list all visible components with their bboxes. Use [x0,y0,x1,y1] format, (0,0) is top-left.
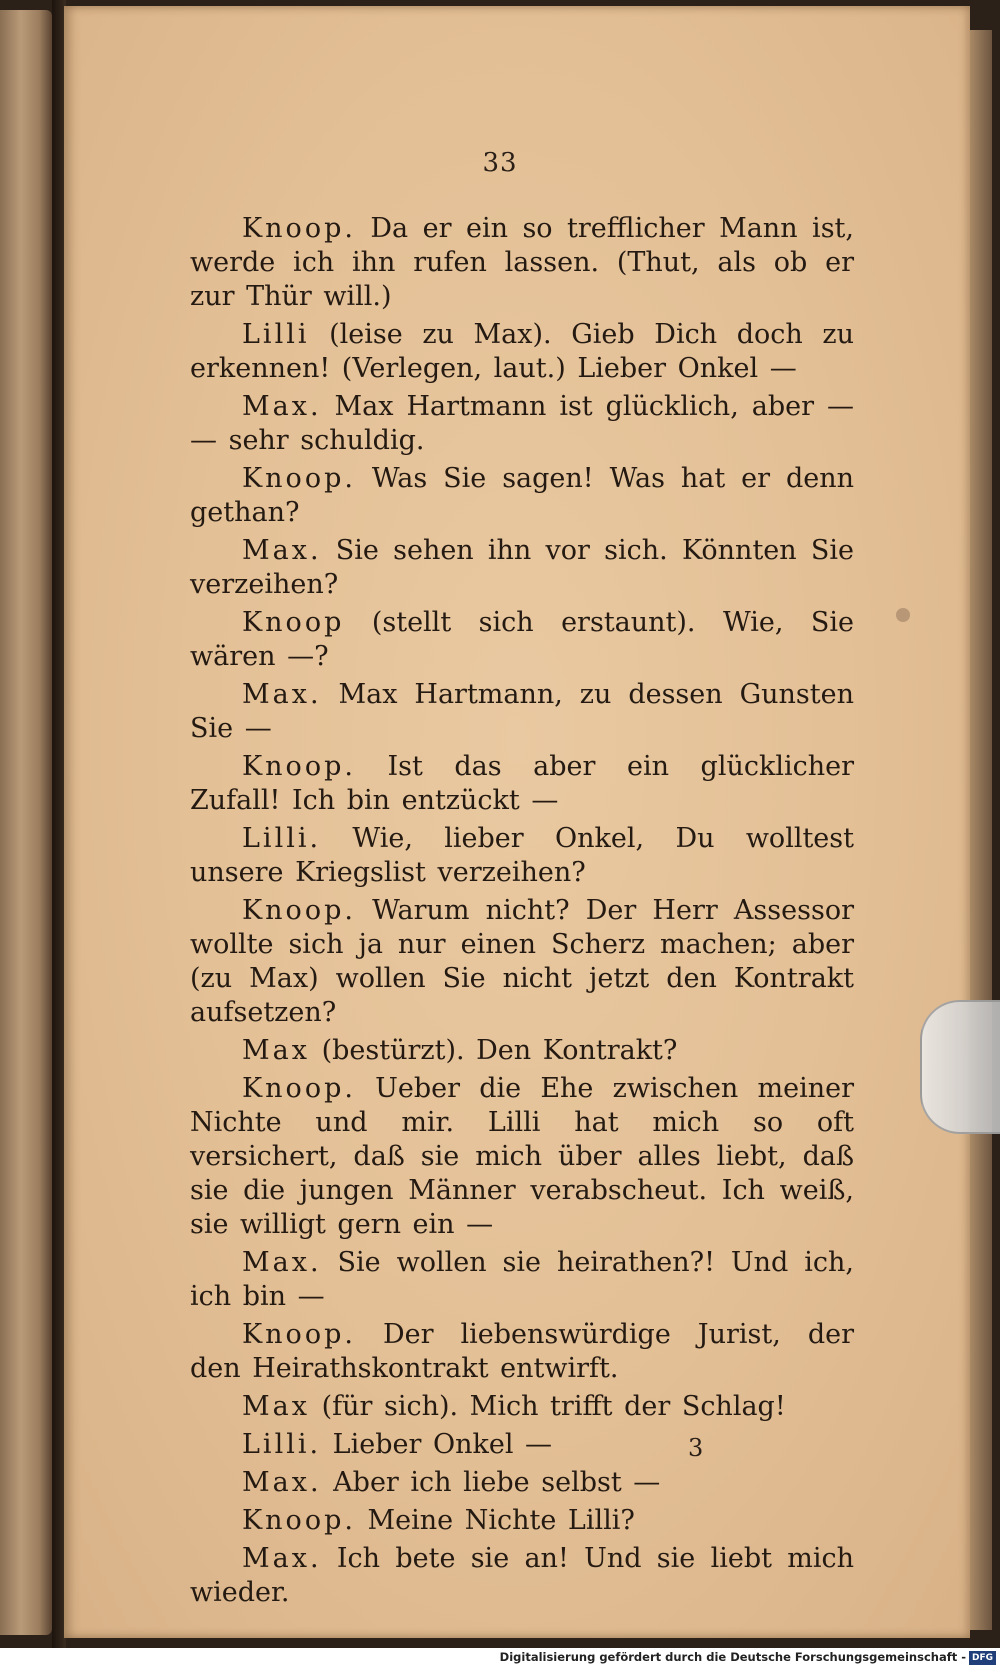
dialogue-line [190,462,854,530]
paper-stain [896,608,910,622]
previous-page-edge [0,10,52,1635]
signature-mark: 3 [688,1434,704,1462]
speaker-name: Max. [242,535,322,566]
dfg-logo-icon: DFG [969,1651,996,1665]
dialogue-text: Lieber Onkel — [332,1429,553,1460]
dialogue-text: Warum nicht? Der Herr Assessor wollte sich ja nur einen Scherz machen; aber (zu Max) wollen Sie nicht jetzt den Kontrakt aufsetzen? [190,895,854,1028]
page-clip [920,1000,1000,1134]
dialogue-line [190,1034,854,1068]
speaker-name: Knoop. [242,213,356,244]
speaker-name: Lilli. [242,823,322,854]
speaker-name: Max [242,1391,310,1422]
dialogue-text: (für sich). Mich trifft der Schlag! [321,1391,786,1422]
footer-bar [0,1648,1000,1669]
dialogue-line [190,1542,854,1610]
dialogue-text: Der liebenswürdige Jurist, der den Heirathskontrakt entwirft. [190,1319,854,1384]
speaker-name: Lilli. [242,1429,322,1460]
speaker-name: Max. [242,1543,322,1574]
dialogue-text: Sie wollen sie heirathen?! Und ich, ich bin — [190,1247,854,1312]
speaker-name: Knoop [242,607,345,638]
dialogue-line [190,894,854,1030]
page-block-edge [970,30,992,1630]
dialogue-line [190,1246,854,1314]
dialogue-text: Max Hartmann, zu dessen Gunsten Sie — [190,679,854,744]
speaker-name: Max. [242,1467,322,1498]
speaker-name: Max. [242,391,322,422]
dialogue-line [190,1318,854,1386]
dialogue-line [190,1428,854,1462]
play-text [190,212,854,1614]
dialogue-text: Ich bete sie an! Und sie liebt mich wieder. [190,1543,854,1608]
dialogue-line [190,822,854,890]
dialogue-line [190,318,854,386]
funding-credit: Digitalisierung gefördert durch die Deutsche Forschungsgemeinschaft - [499,1650,966,1664]
dialogue-line [190,678,854,746]
dialogue-line [190,1072,854,1242]
speaker-name: Max. [242,679,322,710]
dialogue-text: Wie, lieber Onkel, Du wolltest unsere Kriegslist verzeihen? [190,823,854,888]
dialogue-text: Meine Nichte Lilli? [367,1505,635,1536]
speaker-name: Knoop. [242,895,356,926]
dialogue-text: (stellt sich erstaunt). Wie, Sie wären —? [190,607,855,672]
dialogue-line [190,212,854,314]
speaker-name: Knoop. [242,463,356,494]
dialogue-line [190,1390,854,1424]
dialogue-text: Aber ich liebe selbst — [333,1467,661,1498]
speaker-name: Knoop. [242,1505,356,1536]
speaker-name: Max [242,1035,310,1066]
dialogue-line [190,390,854,458]
speaker-name: Knoop. [242,1073,356,1104]
dialogue-text: Da er ein so trefflicher Mann ist, werde ich ihn rufen lassen. (Thut, als ob er zur Thür will.) [190,213,854,312]
speaker-name: Knoop. [242,1319,356,1350]
speaker-name: Max. [242,1247,322,1278]
page-number: 33 [482,148,518,178]
dialogue-text: Max Hartmann ist glücklich, aber — — sehr schuldig. [190,391,854,456]
speaker-name: Knoop. [242,751,356,782]
dialogue-text: Sie sehen ihn vor sich. Könnten Sie verzeihen? [190,535,854,600]
dialogue-line [190,1504,854,1538]
dialogue-text: Ist das aber ein glücklicher Zufall! Ich bin entzückt — [190,751,854,816]
dialogue-text: Ueber die Ehe zwischen meiner Nichte und mir. Lilli hat mich so oft versichert, daß sie mich über alles liebt, daß sie die jungen Männer verabscheut. Ich weiß, sie willigt gern ein — [190,1073,854,1240]
dialogue-line [190,606,854,674]
dialogue-text: (leise zu Max). Gieb Dich doch zu erkennen! (Verlegen, laut.) Lieber Onkel — [190,319,854,384]
dialogue-text: (bestürzt). Den Kontrakt? [321,1035,678,1066]
speaker-name: Lilli [242,319,310,350]
dialogue-line [190,750,854,818]
dialogue-line [190,534,854,602]
dialogue-text: Was Sie sagen! Was hat er denn gethan? [190,463,854,528]
dialogue-line [190,1466,854,1500]
